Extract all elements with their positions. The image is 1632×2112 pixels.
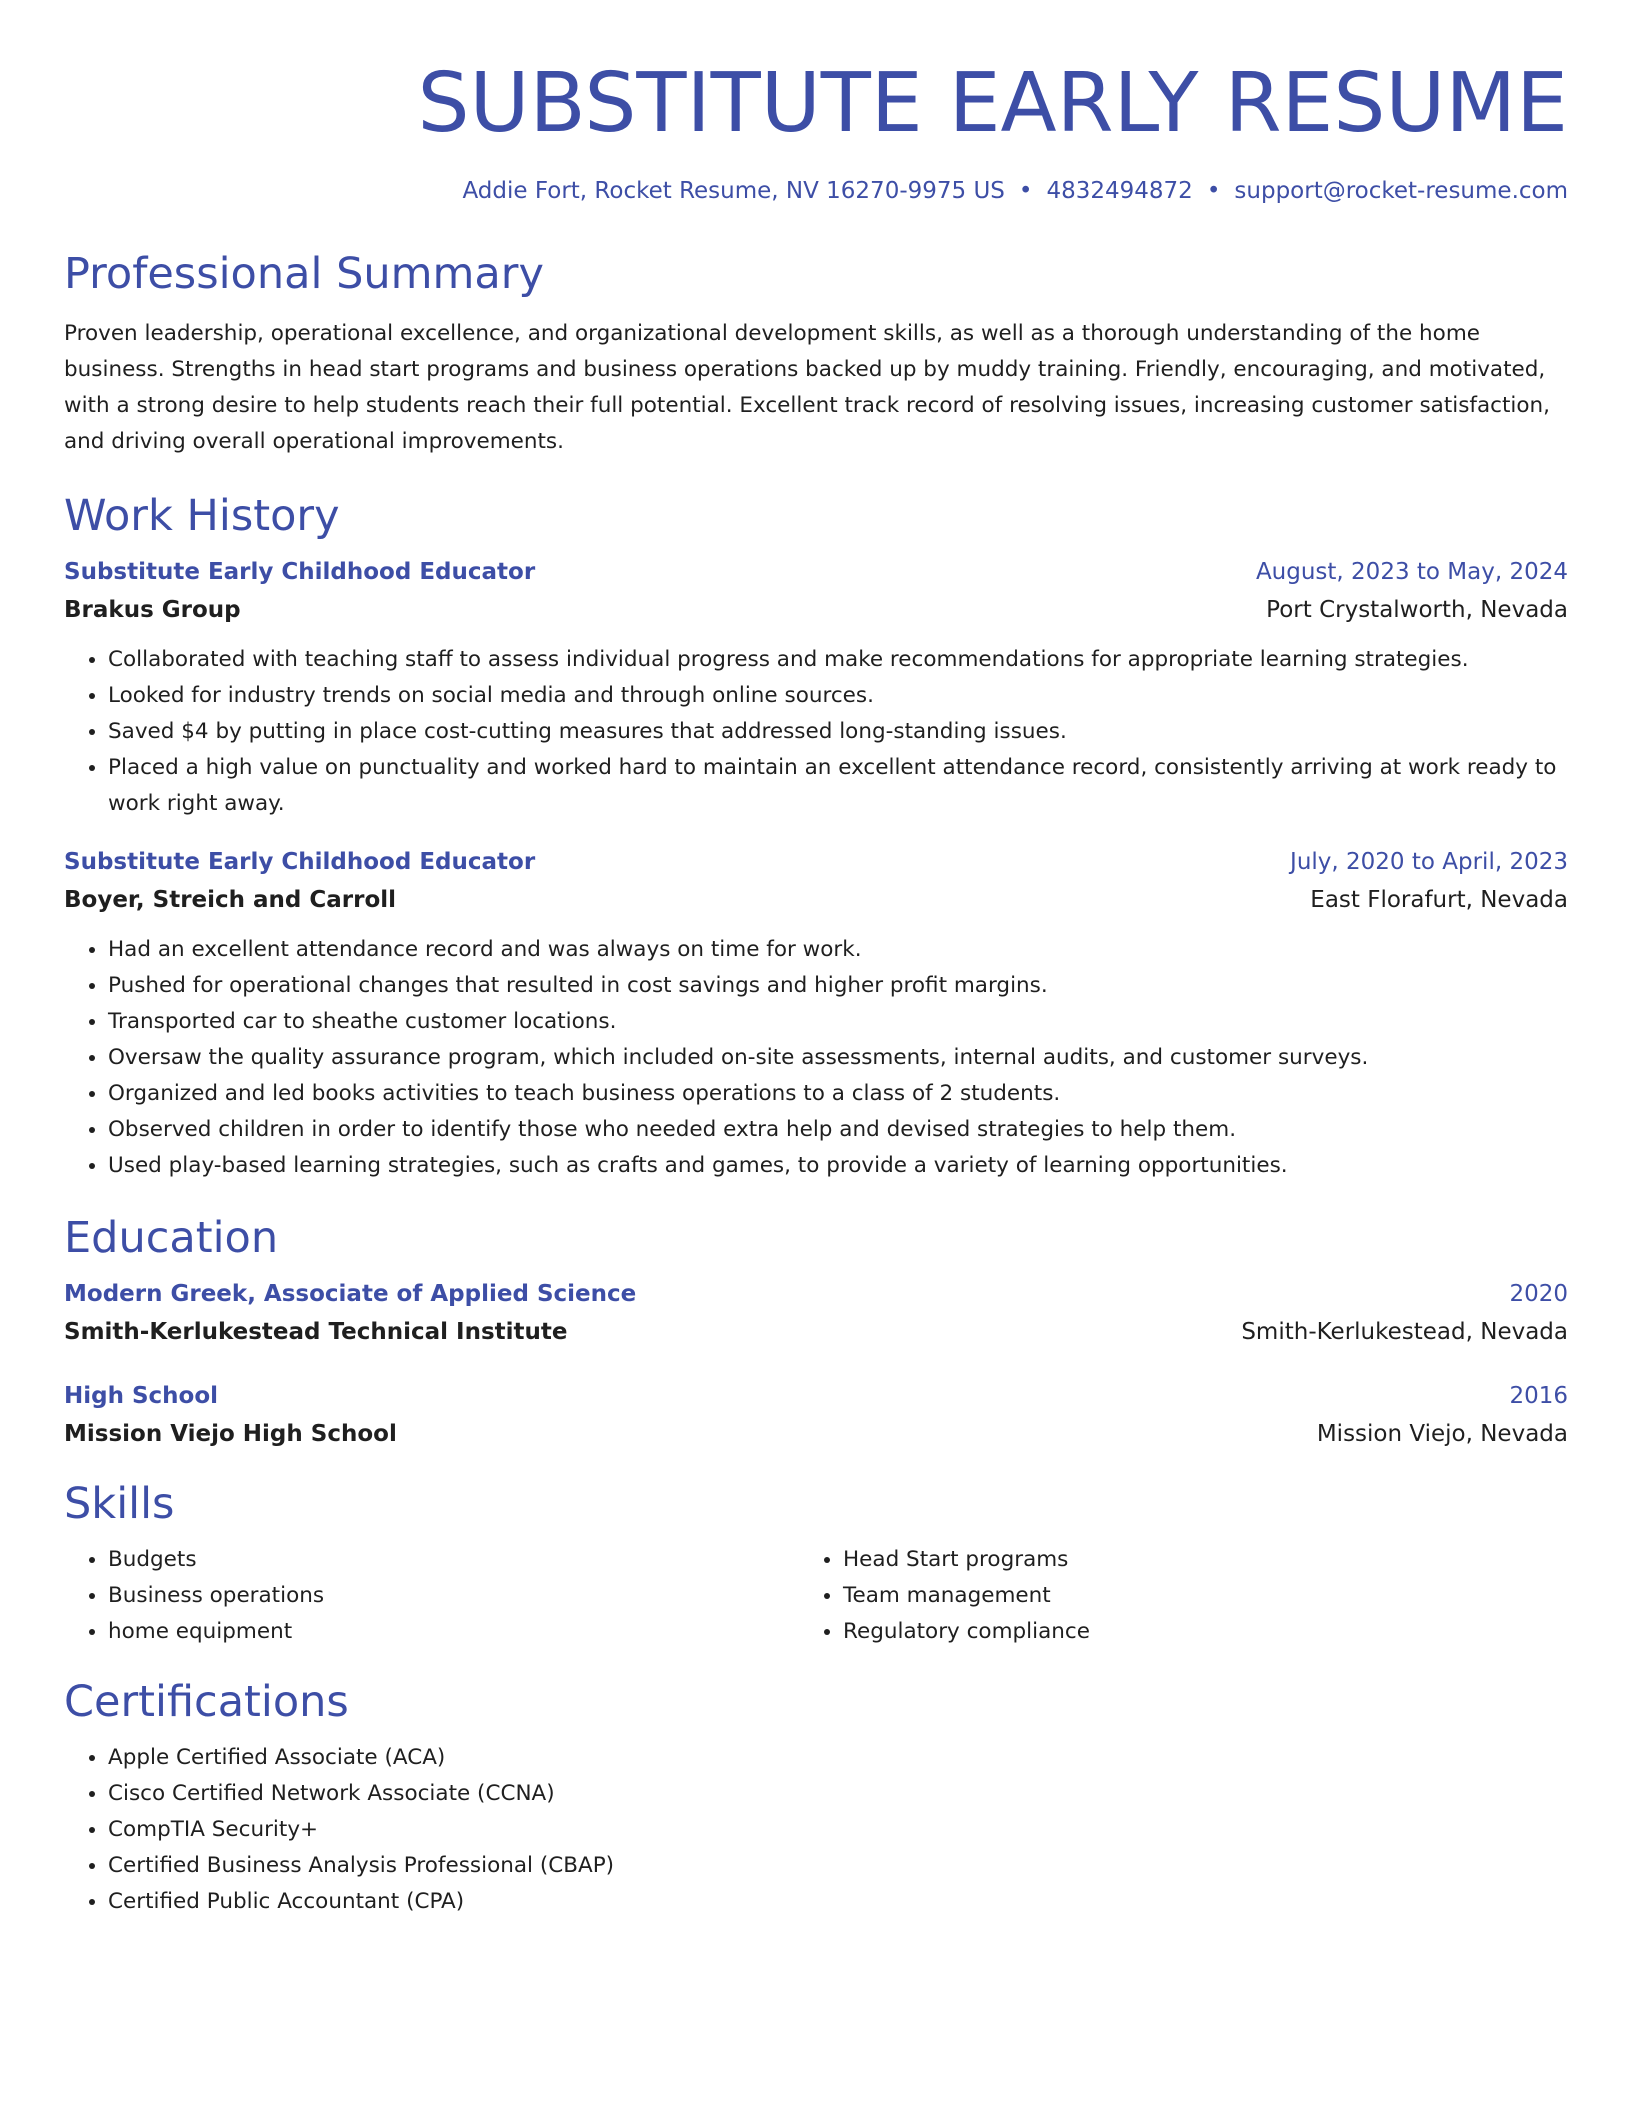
- education-school: Smith-Kerlukestead Technical Institute: [64, 1319, 568, 1345]
- section-title-summary: Professional Summary: [64, 249, 544, 299]
- education-header-row: [64, 1276, 1568, 1312]
- job-company: Boyer, Streich and Carroll: [64, 887, 397, 913]
- job-location: Port Crystalworth, Nevada: [1266, 597, 1568, 623]
- summary-text: Proven leadership, operational excellence, and organizational development skills, as well as a thorough understanding of the home business. Strengths in head start programs and business operations backed up by muddy training. Friendly, encouraging, and motivated, with a strong desire to help students reach their full potential. Excellent track record of resolving issues, increasing customer satisfaction, and driving overall operational improvements.: [64, 321, 1551, 454]
- education-location: Smith-Kerlukestead, Nevada: [1241, 1319, 1568, 1345]
- section-title-certifications: Certifications: [64, 1677, 349, 1727]
- skill-item: • Head Start programs: [843, 1542, 1534, 1578]
- job-bullet: • Pushed for operational changes that resulted in cost savings and higher profit margins.: [108, 968, 1568, 1004]
- skill-item: • Budgets: [108, 1542, 799, 1578]
- job-entry: [64, 554, 1568, 822]
- education-school-row: [64, 1312, 1568, 1352]
- section-title-education: Education: [64, 1213, 279, 1263]
- skills-section: [64, 1476, 1568, 1650]
- certification-item: • Certified Business Analysis Professional (CBAP): [108, 1848, 1568, 1884]
- education-degree: High School: [64, 1383, 219, 1409]
- job-dates: August, 2023 to May, 2024: [1255, 559, 1568, 585]
- resume-header: [64, 56, 1568, 208]
- education-entry: [64, 1378, 1568, 1454]
- certification-item: • Certified Public Accountant (CPA): [108, 1884, 1568, 1920]
- education-school: Mission Viejo High School: [64, 1421, 397, 1447]
- job-bullet: • Collaborated with teaching staff to assess individual progress and make recommendations for appropriate learning strategies.: [108, 642, 1568, 678]
- job-bullet: • Organized and led books activities to teach business operations to a class of 2 students.: [108, 1076, 1568, 1112]
- section-title-skills: Skills: [64, 1479, 175, 1529]
- certification-item: • CompTIA Security+: [108, 1812, 1568, 1848]
- education-degree: Modern Greek, Associate of Applied Science: [64, 1281, 637, 1307]
- certification-item: • Apple Certified Associate (ACA): [108, 1740, 1568, 1776]
- job-bullets: [64, 642, 1568, 822]
- job-dates: July, 2020 to April, 2023: [1290, 849, 1568, 875]
- skills-column-left: [64, 1542, 799, 1650]
- education-section: [64, 1210, 1568, 1454]
- skill-item: • home equipment: [108, 1614, 799, 1650]
- job-bullet: • Saved $4 by putting in place cost-cutting measures that addressed long-standing issues.: [108, 714, 1568, 750]
- contact-separator: •: [1206, 178, 1221, 204]
- contact-phone: 4832494872: [1046, 178, 1193, 204]
- job-title: Substitute Early Childhood Educator: [64, 849, 536, 875]
- education-header-row: [64, 1378, 1568, 1414]
- job-bullet: • Oversaw the quality assurance program, which included on-site assessments, internal audits, and customer surveys.: [108, 1040, 1568, 1076]
- certifications-section: [64, 1674, 1568, 1920]
- education-entry: [64, 1276, 1568, 1352]
- education-year: 2020: [1509, 1281, 1568, 1307]
- section-title-work-history: Work History: [64, 491, 340, 541]
- contact-line: [64, 174, 1568, 208]
- skills-column-right: [799, 1542, 1534, 1650]
- skill-item: • Business operations: [108, 1578, 799, 1614]
- job-bullets: [64, 932, 1568, 1184]
- certifications-list: [64, 1740, 1568, 1920]
- work-history-section: [64, 488, 1568, 1184]
- job-company-row: [64, 880, 1568, 920]
- skills-grid: [64, 1542, 1568, 1650]
- job-bullet: • Looked for industry trends on social media and through online sources.: [108, 678, 1568, 714]
- summary-section: [64, 246, 1568, 460]
- certification-item: • Cisco Certified Network Associate (CCNA): [108, 1776, 1568, 1812]
- job-header-row: [64, 554, 1568, 590]
- job-bullet: • Used play-based learning strategies, such as crafts and games, to provide a variety of learning opportunities.: [108, 1148, 1568, 1184]
- resume-title: SUBSTITUTE EARLY RESUME: [417, 56, 1568, 151]
- contact-address: Addie Fort, Rocket Resume, NV 16270-9975 US: [462, 178, 1005, 204]
- job-title: Substitute Early Childhood Educator: [64, 559, 536, 585]
- job-company-row: [64, 590, 1568, 630]
- education-year: 2016: [1509, 1383, 1568, 1409]
- contact-separator: •: [1018, 178, 1033, 204]
- job-company: Brakus Group: [64, 597, 241, 623]
- education-location: Mission Viejo, Nevada: [1316, 1421, 1568, 1447]
- job-header-row: [64, 844, 1568, 880]
- contact-email[interactable]: support@rocket-resume.com: [1234, 178, 1568, 204]
- skill-item: • Regulatory compliance: [843, 1614, 1534, 1650]
- job-bullet: • Transported car to sheathe customer locations.: [108, 1004, 1568, 1040]
- education-school-row: [64, 1414, 1568, 1454]
- job-bullet: • Had an excellent attendance record and was always on time for work.: [108, 932, 1568, 968]
- job-bullet: • Observed children in order to identify those who needed extra help and devised strategies to help them.: [108, 1112, 1568, 1148]
- job-bullet: • Placed a high value on punctuality and worked hard to maintain an excellent attendance record, consistently arriving at work ready to work right away.: [108, 750, 1568, 822]
- job-location: East Florafurt, Nevada: [1310, 887, 1568, 913]
- job-entry: [64, 844, 1568, 1184]
- skill-item: • Team management: [843, 1578, 1534, 1614]
